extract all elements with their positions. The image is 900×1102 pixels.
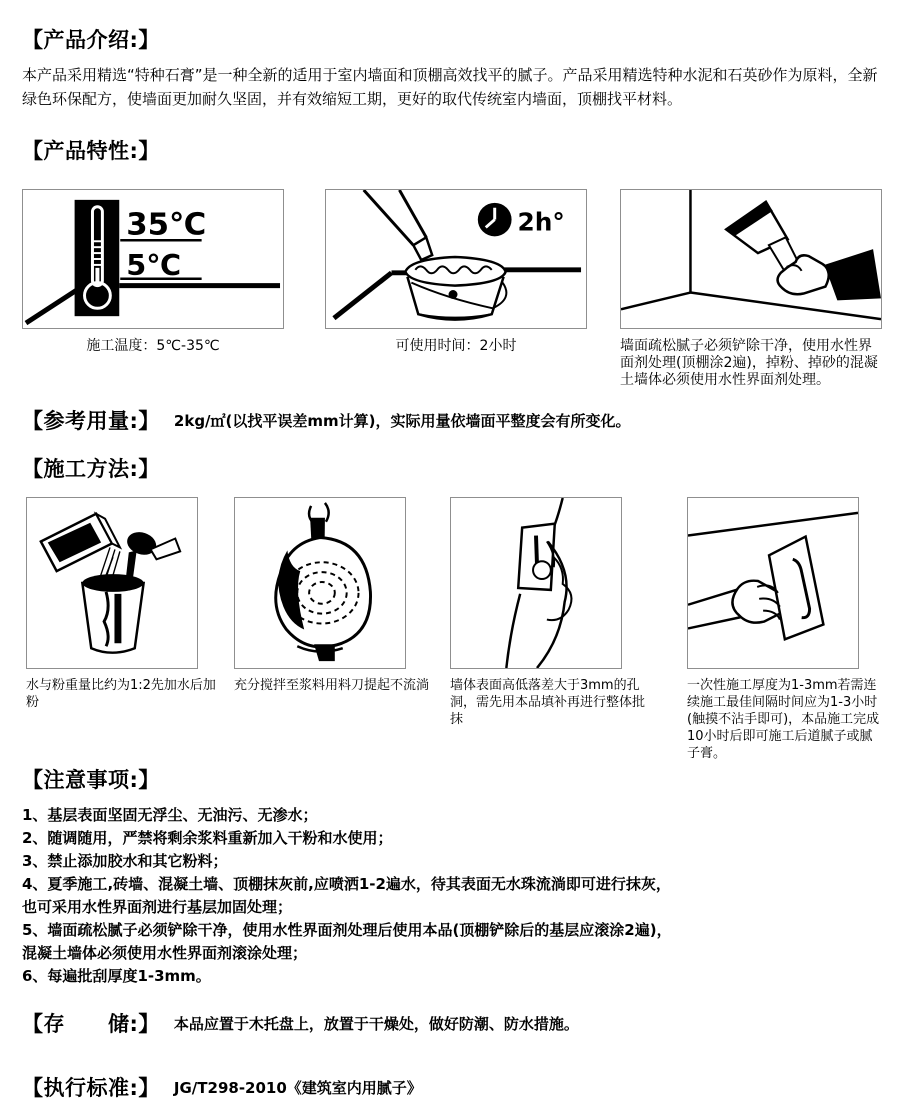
section-intro <box>22 24 882 111</box>
standard-text: JG/T298-2010《建筑室内用腻子》 <box>173 1078 422 1097</box>
temp-max-label: 35℃ <box>126 207 207 243</box>
pour-water-powder-icon <box>26 497 198 669</box>
note-line: 1、基层表面坚固无浮尘、无油污、无渗水； <box>22 806 318 824</box>
putty-knife-hand-icon <box>620 189 882 329</box>
method-caption-thickness: 一次性施工厚度为1-3mm若需连续施工最佳间隔时间应为1-3小时(触摸不沾手即可)，本品施工完成10小时后即可施工后道腻子或腻子膏。 <box>687 678 880 761</box>
note-line: 6、每遍批刮厚度1-3mm。 <box>22 967 211 985</box>
note-line: 2、随调随用，严禁将剩余浆料重新加入干粉和水使用； <box>22 829 393 847</box>
dosage-text: 2kg/㎡(以找平误差mm计算)，实际用量依墙面平整度会有所变化。 <box>173 411 631 430</box>
method-caption-stir: 充分搅拌至浆料用料刀提起不流淌 <box>234 678 430 693</box>
note-line: 5、墙面疏松腻子必须铲除干净，使用水性界面剂处理后使用本品(顶棚铲除后的基层应滚涂2遍)， <box>22 921 672 939</box>
method-card-fill-holes <box>450 497 645 728</box>
section-title-notes: 【注意事项:】 <box>22 768 160 792</box>
thermometer-illustration <box>23 190 283 328</box>
thermometer-icon <box>22 189 284 329</box>
feature-cards-row <box>22 189 882 389</box>
temp-min-label: 5℃ <box>126 247 182 282</box>
feature-card-surface-prep <box>620 189 882 389</box>
method-cards-row <box>22 497 882 762</box>
section-title-dosage: 【参考用量:】 <box>22 409 160 433</box>
section-title-intro: 【产品介绍:】 <box>22 28 160 52</box>
section-title-features: 【产品特性:】 <box>22 139 160 163</box>
fill-holes-illustration <box>451 498 621 668</box>
section-features <box>22 135 882 389</box>
method-card-mix-ratio <box>26 497 221 711</box>
stir-illustration <box>235 498 405 668</box>
note-line: 也可采用水性界面剂进行基层加固处理； <box>22 898 293 916</box>
method-card-thickness <box>687 497 882 762</box>
section-standard <box>22 1072 882 1102</box>
section-method <box>22 453 882 762</box>
notes-list <box>22 804 882 988</box>
feature-caption-surface-prep: 墙面疏松腻子必须铲除干净，使用水性界面剂处理(顶棚涂2遍)，掉粉、掉砂的混凝土墙体必须使用水性界面剂处理。 <box>620 338 878 388</box>
clock-and-bucket-icon <box>325 189 587 329</box>
feature-caption-pot-life: 可使用时间：2小时 <box>395 338 517 354</box>
scraper-hand-illustration <box>621 190 881 328</box>
section-title-method: 【施工方法:】 <box>22 457 160 481</box>
intro-paragraph: 本产品采用精选“特种石膏”是一种全新的适用于室内墙面和顶棚高效找平的腻子。产品采用精选特种水泥和石英砂作为原料，全新绿色环保配方，使墙面更加耐久坚固，并有效缩短工期，更好的取代传统室内墙面，顶棚找平材料。 <box>22 66 878 108</box>
method-card-stir <box>234 497 429 694</box>
trowel-apply-icon <box>687 497 859 669</box>
note-line: 混凝土墙体必须使用水性界面剂滚涂处理； <box>22 944 308 962</box>
feature-card-temperature <box>22 189 284 355</box>
clock-label: 2h° <box>517 207 565 237</box>
method-caption-mix-ratio: 水与粉重量比约为1:2先加水后加粉 <box>26 678 216 710</box>
note-line: 4、夏季施工,砖墙、混凝土墙、顶棚抹灰前,应喷洒1-2遍水，待其表面无水珠流淌即可进行抹灰， <box>22 875 671 893</box>
stir-bucket-icon <box>234 497 406 669</box>
pour-illustration <box>27 498 197 668</box>
trowel-apply-illustration <box>688 498 858 668</box>
fill-holes-trowel-icon <box>450 497 622 669</box>
clock-bucket-illustration <box>326 190 586 328</box>
method-caption-fill-holes: 墙体表面高低落差大于3mm的孔洞，需先用本品填补再进行整体批抹 <box>450 678 646 727</box>
section-dosage <box>22 405 882 435</box>
feature-card-pot-life <box>325 189 587 355</box>
storage-text: 本品应置于木托盘上，放置于干燥处，做好防潮、防水措施。 <box>173 1014 579 1033</box>
note-line: 3、禁止添加胶水和其它粉料； <box>22 852 228 870</box>
section-title-storage: 【存 储:】 <box>22 1012 160 1036</box>
section-notes <box>22 764 882 988</box>
section-storage <box>22 1008 882 1038</box>
feature-caption-temperature: 施工温度：5℃-35℃ <box>86 338 220 354</box>
section-title-standard: 【执行标准:】 <box>22 1076 160 1100</box>
